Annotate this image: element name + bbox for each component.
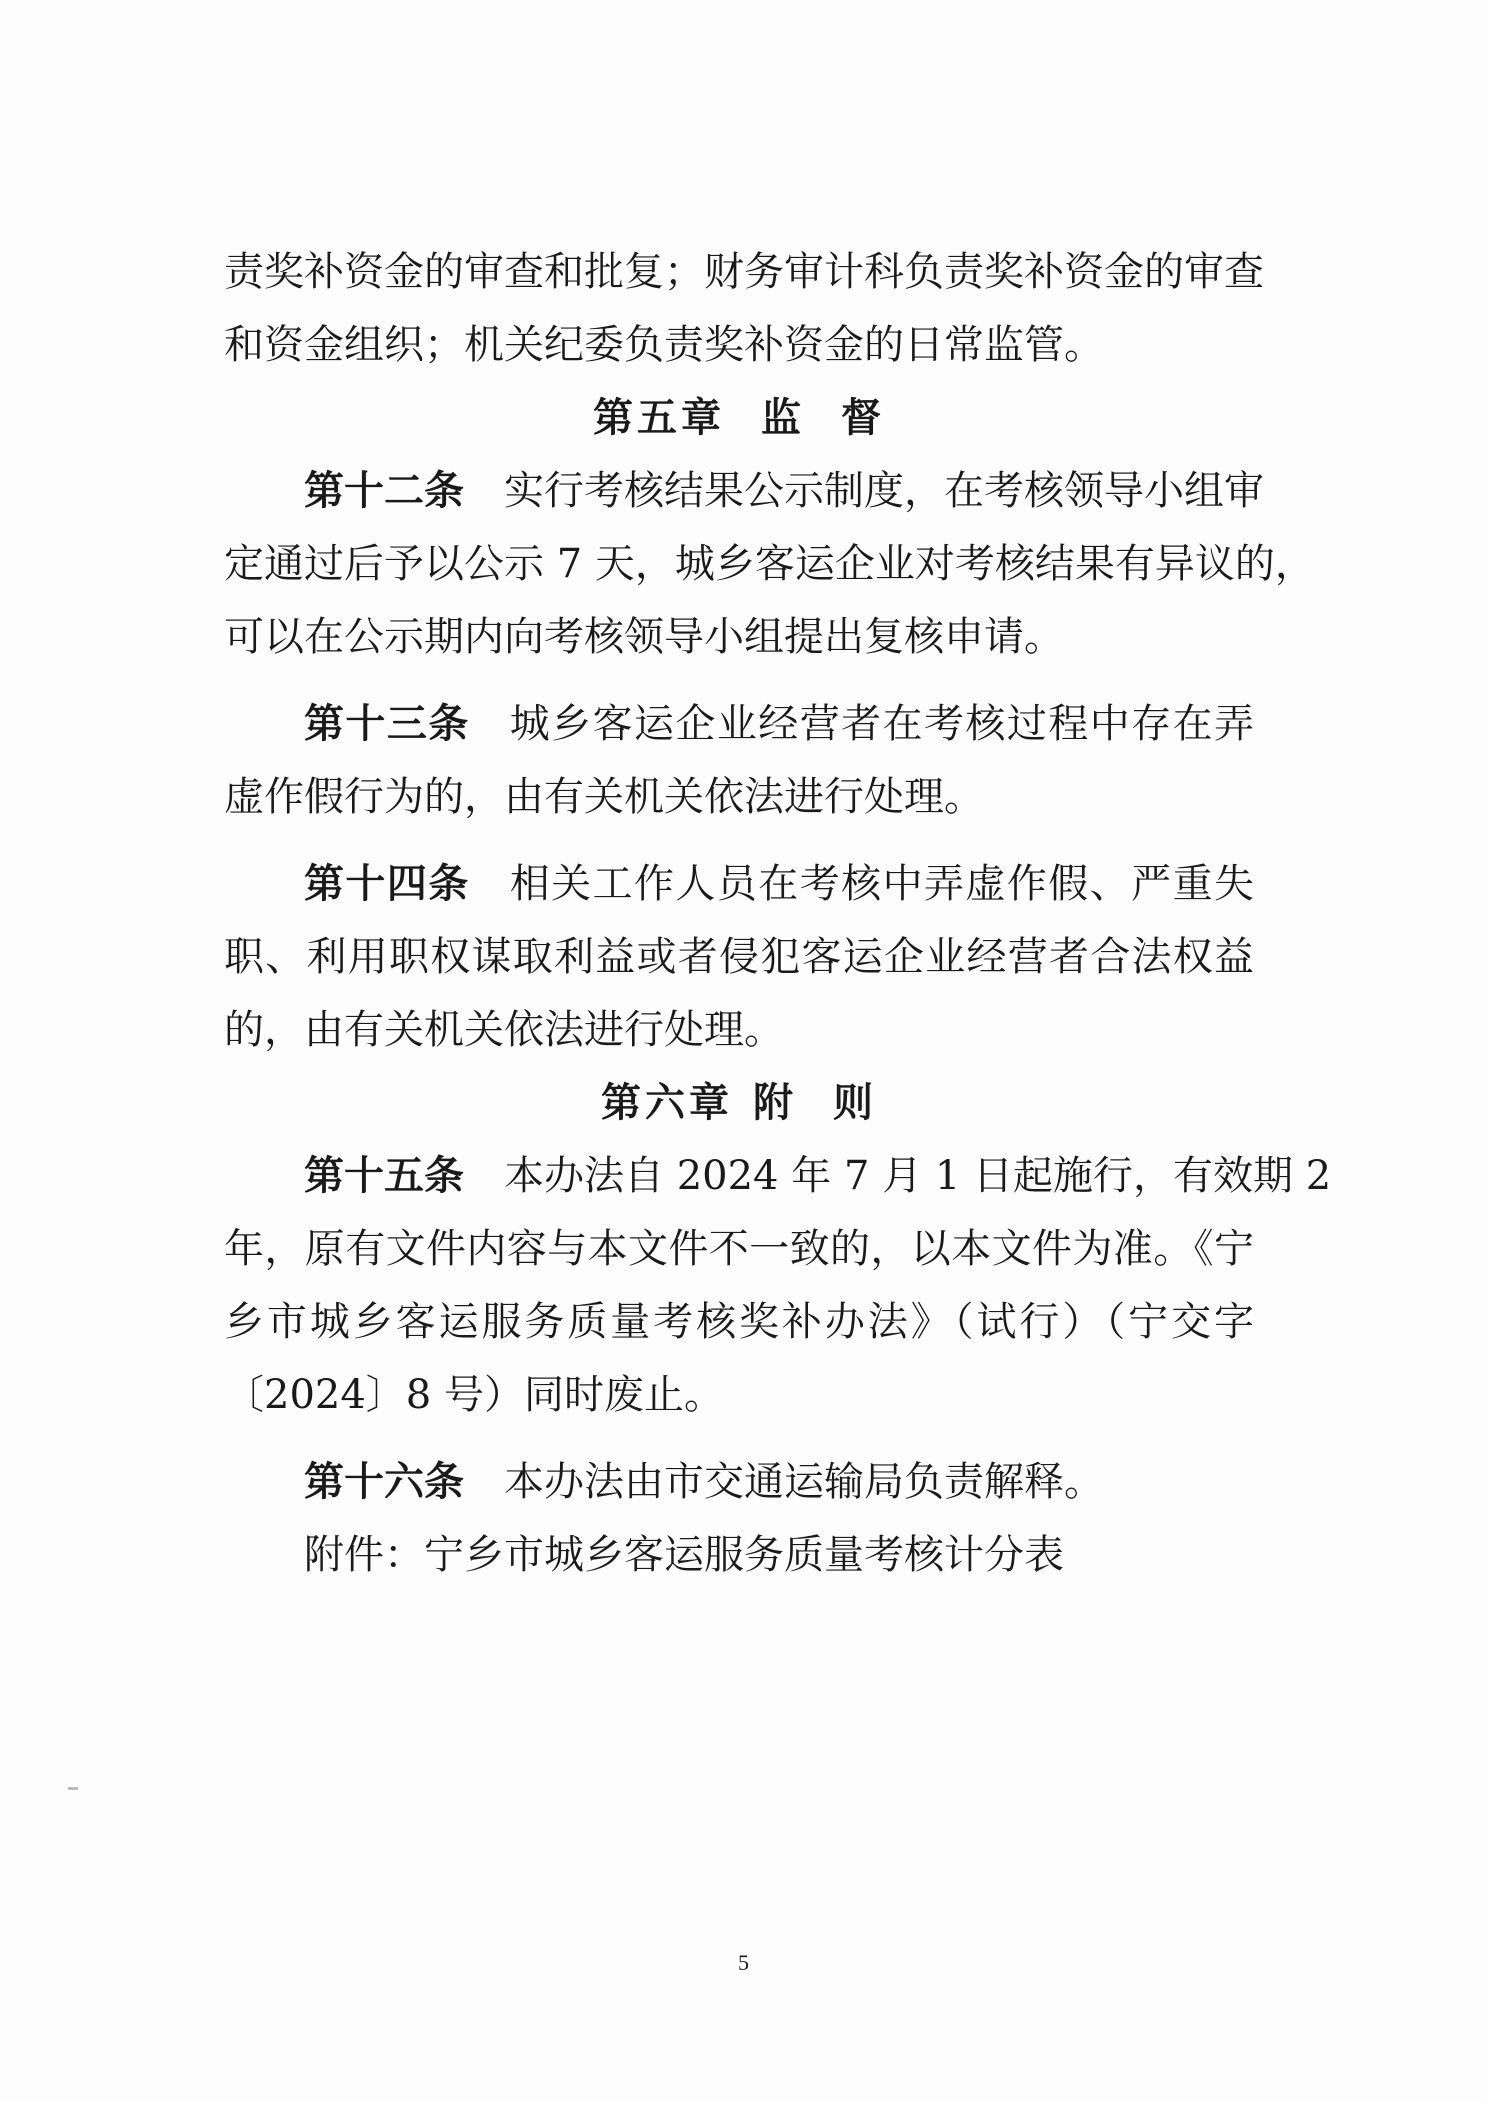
article-13-text-1: 城乡客运企业经营者在考核过程中存在弄 [509,701,1255,747]
article-15-text-1: 本办法自 2024 年 7 月 1 日起施行，有效期 2 [504,1153,1332,1199]
scan-speck [68,1787,78,1790]
article-14-text-1: 相关工作人员在考核中弄虚作假、严重失 [509,861,1255,907]
chapter-5-title-b: 督 [841,395,885,441]
intro-line-1: 责奖补资金的审查和批复；财务审计科负责奖补资金的审查 [224,249,1264,295]
article-14-line-3: 的，由有关机关依法进行处理。 [224,1007,784,1053]
article-15-line-4: 〔2024〕8 号）同时废止。 [224,1372,724,1418]
article-15-line-2: 年，原有文件内容与本文件不一致的，以本文件为准。《宁 [224,1226,1254,1272]
chapter-6-label: 第六章 [601,1080,733,1126]
article-12-line-2: 定通过后予以公示 7 天，城乡客运企业对考核结果有异议的， [224,541,1315,587]
attachment-line: 附件：宁乡市城乡客运服务质量考核计分表 [304,1532,1064,1578]
article-13-number: 第十三条 [304,701,470,747]
article-15-line-1 [224,1140,1332,1213]
article-14-line-1 [224,848,1254,921]
chapter-5-heading [224,382,1254,455]
article-12-text-1: 实行考核结果公示制度，在考核领导小组审 [504,468,1264,514]
article-16-number: 第十六条 [304,1459,464,1505]
article-14-number: 第十四条 [304,861,470,907]
page-number: 5 [738,1950,749,1975]
article-12-line-3: 可以在公示期内向考核领导小组提出复核申请。 [224,614,1064,660]
document-body [224,236,1332,1592]
chapter-6-title-a: 附 [753,1080,797,1126]
chapter-5-title-a: 监 [761,395,805,441]
article-13-line-2: 虚作假行为的，由有关机关依法进行处理。 [224,774,984,820]
intro-line-2: 和资金组织；机关纪委负责奖补资金的日常监管。 [224,322,1104,368]
chapter-6-title-b: 则 [833,1080,877,1126]
article-15-line-3: 乡市城乡客运服务质量考核奖补办法》（试行）（宁交字 [224,1299,1254,1345]
article-12-number: 第十二条 [304,468,464,514]
article-15-number: 第十五条 [304,1153,464,1199]
article-16-text-1: 本办法由市交通运输局负责解释。 [504,1459,1104,1505]
article-13-line-1 [224,688,1254,761]
article-12-line-1 [224,455,1264,528]
chapter-6-heading [224,1067,1254,1140]
article-16-line-1 [224,1446,1254,1519]
chapter-5-label: 第五章 [593,395,725,441]
article-14-line-2: 职、利用职权谋取利益或者侵犯客运企业经营者合法权益 [224,934,1254,980]
